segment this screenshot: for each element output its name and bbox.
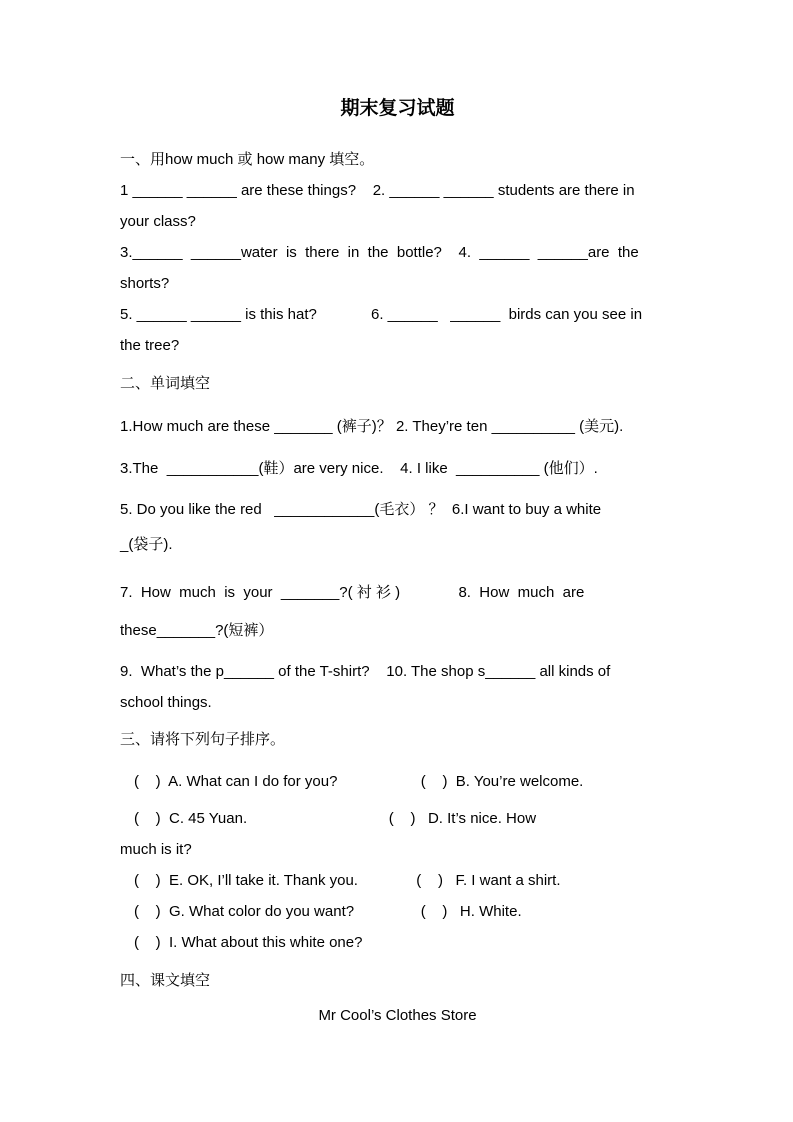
text-line: your class? bbox=[120, 213, 196, 230]
text-line: ( ) I. What about this white one? bbox=[134, 934, 363, 951]
section-1-heading: 一、用how much 或 how many 填空。 bbox=[120, 151, 375, 168]
text-line: 9. What’s the p______ of the T-shirt? 10. The shop s______ all kinds of bbox=[120, 663, 611, 680]
store-title-line: Mr Cool’s Clothes Store bbox=[318, 1007, 477, 1024]
section-3-heading: 三、请将下列句子排序。 bbox=[120, 731, 286, 748]
text-line: ( ) A. What can I do for you? ( ) B. You’re welcome. bbox=[134, 773, 584, 790]
text-line: ( ) E. OK, I’ll take it. Thank you. ( ) F. I want a shirt. bbox=[134, 872, 561, 889]
section-4-heading: 四、课文填空 bbox=[120, 972, 211, 989]
text-line: 3.The ___________(鞋）are very nice. 4. I like __________ (他们）. bbox=[120, 460, 598, 477]
document-title: 期末复习试题 bbox=[340, 98, 455, 119]
text-line: 5. Do you like the red ____________(毛衣） ？ 6.I want to buy a white bbox=[120, 501, 602, 518]
text-line: school things. bbox=[120, 694, 212, 711]
text-line: ( ) G. What color do you want? ( ) H. White. bbox=[134, 903, 522, 920]
text-line: 7. How much is your _______?( 衬 衫 ) 8. How much are bbox=[120, 584, 585, 601]
text-line: 1.How much are these _______ (裤子)？ 2. They’re ten __________ (美元). bbox=[120, 418, 624, 435]
text-line: the tree? bbox=[120, 337, 180, 354]
text-line: 5. ______ ______ is this hat? 6. ______ ______ birds can you see in bbox=[120, 306, 643, 323]
text-line: shorts? bbox=[120, 275, 170, 292]
section-2-heading: 二、单词填空 bbox=[120, 375, 211, 392]
text-line: ( ) C. 45 Yuan. ( ) D. It’s nice. How bbox=[134, 810, 537, 827]
text-line: these_______?(短裤） bbox=[120, 622, 274, 639]
text-line: 3.______ ______water is there in the bottle? 4. ______ ______are the bbox=[120, 244, 639, 261]
text-line: _(袋子). bbox=[120, 536, 173, 553]
text-line: much is it? bbox=[120, 841, 192, 858]
text-line: 1 ______ ______ are these things? 2. ______ ______ students are there in bbox=[120, 182, 635, 199]
